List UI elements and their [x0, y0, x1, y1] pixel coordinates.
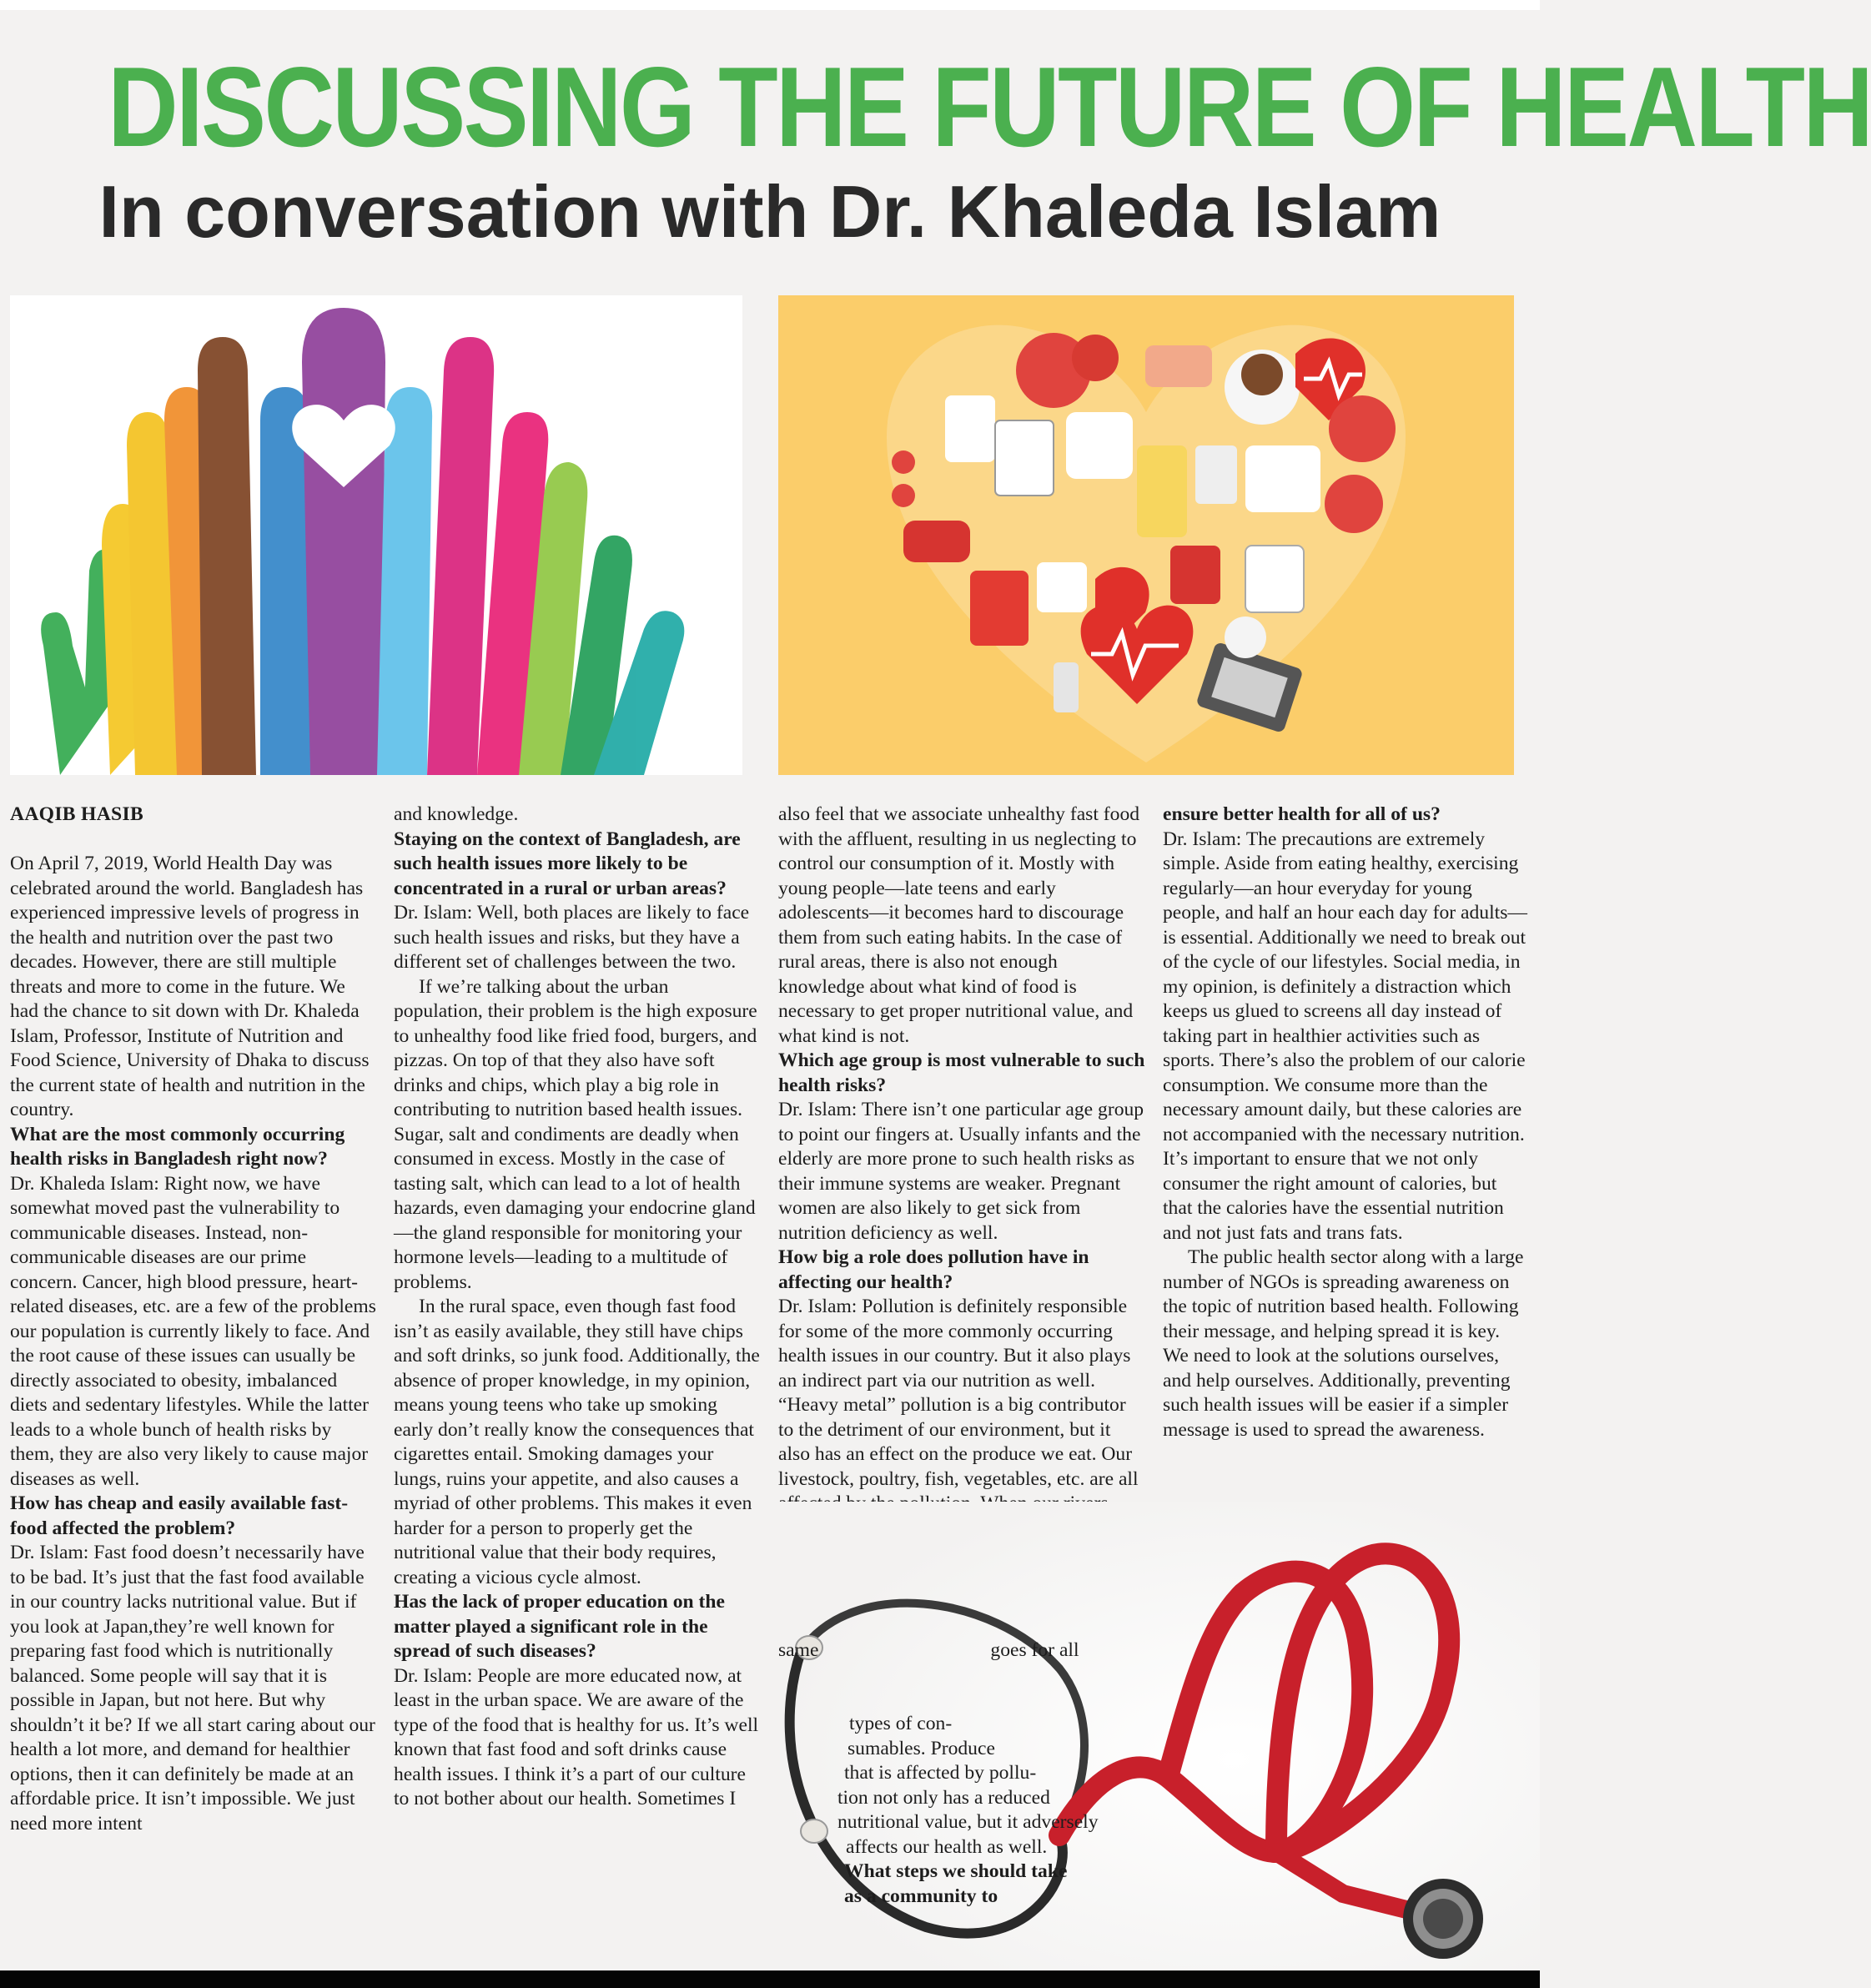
article-column-3	[778, 803, 1145, 1566]
question-1: What are the most commonly occurring health risks in Bangladesh right now?	[10, 1123, 345, 1170]
answer-3-part-2: If we’re talking about the urban population, their problem is the high exposure to unhealthy food like fried food, burgers, and pizzas. On top of that they also have soft drinks and chips, which play a big role in contributing to nutrition based health issues. Sugar, salt and condiments are deadly when consumed in excess. Mostly in the case of tasting salt, which can lead to a lot of health hazards, even damaging your endocrine gland—the gland responsible for monitoring your hormone levels—leading to a multitude of problems.	[394, 975, 757, 1293]
wrap-line: tion not only has a reduced	[837, 1786, 1050, 1809]
answer-2-continued: and knowledge.	[394, 803, 519, 825]
byline: AAQIB HASIB	[10, 803, 143, 825]
article-column-4	[1163, 803, 1530, 1442]
headline: DISCUSSING THE FUTURE OF HEALTH	[108, 43, 1871, 170]
answer-4-continued: also feel that we associate unhealthy fast food with the affluent, resulting in us neglecting to control our consumption of it. Mostly with young people—late teens and early adolescents—it becomes hard to discourage them from such eating habits. In the case of rural areas, there is also not enough knowledge about what kind of food is necessary to get proper nutritional value, and what kind is not.	[778, 803, 1140, 1047]
wrap-line: sumables. Produce	[847, 1737, 995, 1759]
wrap-line: types of con-	[849, 1713, 953, 1734]
question-7-start: as a community to	[844, 1885, 998, 1907]
wrapped-text-block	[836, 1712, 1153, 1909]
raised-hands-illustration	[10, 295, 742, 775]
question-2: How has cheap and easily available fast-food affected the problem?	[10, 1492, 349, 1539]
wrap-left-text: same	[778, 1639, 819, 1661]
answer-3-part-1: Dr. Islam: Well, both places are likely to face such health issues and risks, but they have a different set of challenges between the two.	[394, 902, 750, 973]
question-7-end: ensure better health for all of us?	[1163, 803, 1441, 825]
top-margin	[0, 0, 1540, 10]
answer-6: Dr. Islam: Pollution is definitely responsible for some of the more commonly occurring health issues in our country. But it also plays an indirect part via our nutrition as well. “Heavy metal” pollution is a big contributor to the detriment of our environment, but it also has an effect on the produce we eat. Our livestock, poultry, fish, vegetables, etc. are all	[778, 1296, 1139, 1490]
answer-3-part-3: In the rural space, even though fast food isn’t as easily available, they still have chips and soft drinks, so junk food. Additionally, the absence of proper knowledge, in my opinion, means young teens who take up smoking early don’t really know the consequences that cigarettes entail. Smoking damages your lungs, ruins your appetite, and also causes a myriad of other problems. This makes it even harder for a person to properly get the nutritional value that their body requires, creating a vicious cycle almost.	[394, 1296, 760, 1588]
question-4: Has the lack of proper education on the matter played a significant role in the spread of such diseases?	[394, 1591, 725, 1662]
answer-4: Dr. Islam: People are more educated now, at least in the urban space. We are aware of the type of the food that is healthy for us. It’s well known that fast food and soft drinks cause health issues. I think it’s a part of our culture to not bother about our health. Sometimes I	[394, 1664, 759, 1809]
wrap-right-text: goes for all	[990, 1639, 1079, 1661]
answer-7-part-2: The public health sector along with a large number of NGOs is spreading awareness on the topic of nutrition based health. Following their message, and helping spread it is key. We need to look at the solutions ourselves, and help ourselves. Additionally, preventing such health issues will be easier if a simpler message is used to spread the awareness.	[1163, 1246, 1524, 1441]
bottom-border	[0, 1970, 1540, 1988]
medical-icons-heart-illustration	[778, 295, 1514, 775]
answer-7-part-1: Dr. Islam: The precautions are extremely simple. Aside from eating healthy, exercising regularly—an hour everyday for young people, and half an hour each day for adults—is essential. Additionally we need to break out of the cycle of our lifestyles. Social media, in my opinion, is definitely a distraction which keeps us glued to screens all day instead of taking part in healthier activities such as sports. There’s also the problem of our calorie consumption. We consume more than the necessary amount daily, but these calories are not accompanied with the necessary nutrition. It’s important to ensure that we not only consumer the right amount of calories, but that the calories have the essential nutrition and not just fats and trans fats.	[1163, 828, 1527, 1244]
intro-paragraph: On April 7, 2019, World Health Day was celebrated around the world. Bangladesh has experienced impressive levels of progress in the health and nutrition over the past two decades. However, there are still multiple threats and more to come in the future. We had the chance to sit down with Dr. Khaleda Islam, Professor, Institute of Nutrition and Food Science, University of Dhaka to discuss the current state of health and nutrition in the country.	[10, 853, 370, 1120]
subheadline: In conversation with Dr. Khaleda Islam	[98, 170, 1441, 253]
article-column-1	[10, 803, 377, 1836]
answer-1: Dr. Khaleda Islam: Right now, we have somewhat moved past the vulnerability to communicable diseases. Instead, non-communicable diseases are our prime concern. Cancer, high blood pressure, heart-related diseases, etc. are a few of the problems our population is currently likely to face. And the root cause of these issues can usually be directly associated to obesity, imbalanced diets and sedentary lifestyles. While the latter leads to a whole bunch of health risks by them, they are also very likely to cause major diseases as well.	[10, 1172, 376, 1490]
article-column-2	[394, 803, 761, 1812]
question-3: Staying on the context of Bangladesh, are such health issues more likely to be concentrated in a rural or urban areas?	[394, 828, 741, 899]
wrap-line: that is affected by pollu-	[844, 1762, 1037, 1784]
wrap-line: affects our health as well.	[846, 1835, 1048, 1858]
wrapped-text-line	[778, 1638, 1145, 1663]
question-5: Which age group is most vulnerable to such health risks?	[778, 1049, 1145, 1096]
question-7-start: What steps we should take	[844, 1860, 1068, 1882]
question-6: How big a role does pollution have in affecting our health?	[778, 1246, 1089, 1293]
answer-2: Dr. Islam: Fast food doesn’t necessarily have to be bad. It’s just that the fast food available in our country lacks nutritional value. But if you look at Japan,they’re well known for preparing fast food which is nutritionally balanced. Some people will say that it is possible in Japan, but not here. But why shouldn’t it be? If we all start caring about our health a lot more, and demand for healthier options, then it can definitely be made at an affordable price. It isn’t impossible. We just need more intent	[10, 1542, 375, 1834]
answer-5: Dr. Islam: There isn’t one particular age group to point our fingers at. Usually infants and the elderly are more prone to such health risks as their immune systems are weaker. Pregnant women are also likely to get sick from nutrition deficiency as well.	[778, 1099, 1144, 1244]
wrap-line: nutritional value, but it adversely	[837, 1811, 1099, 1833]
